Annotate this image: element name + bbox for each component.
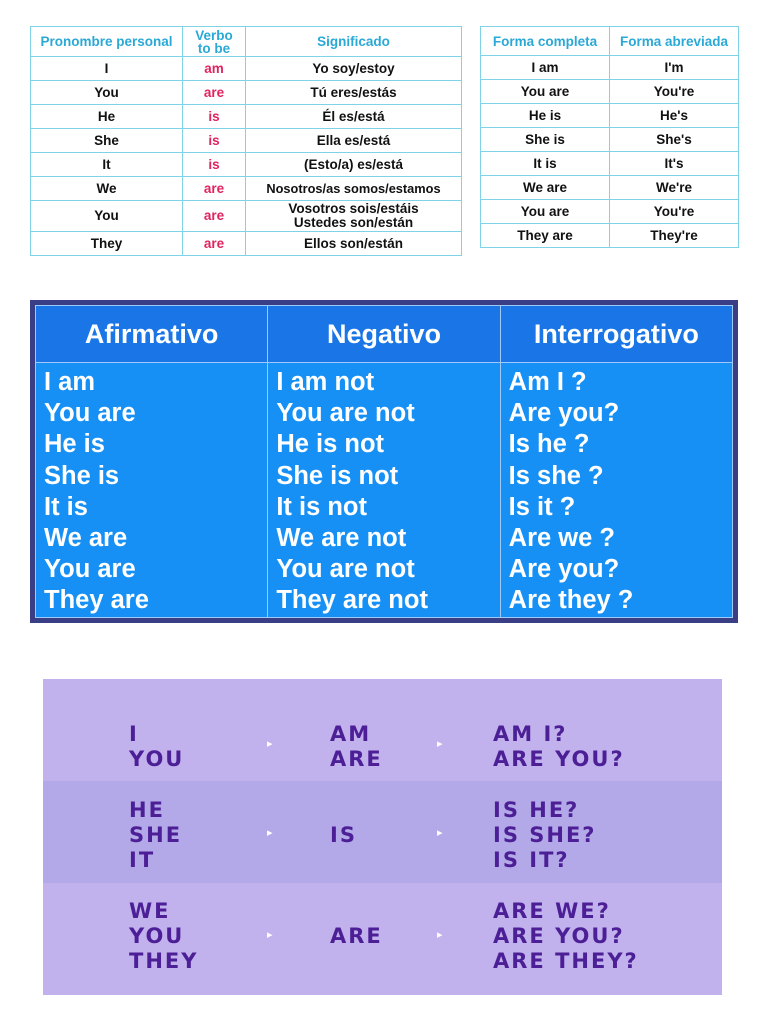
header-affirmative: Afirmativo <box>36 306 268 363</box>
list-item: I am <box>44 368 96 396</box>
list-item: He is <box>44 430 105 459</box>
list-item: Are we ? <box>508 524 615 553</box>
verb-cell: is <box>183 105 246 129</box>
table-row <box>481 128 739 152</box>
question: ARE WE? <box>493 899 611 923</box>
table-row <box>31 57 462 81</box>
meaning-cell: (Esto/a) es/está <box>246 153 462 177</box>
meaning-line: Vosotros sois/estáis <box>288 201 419 216</box>
pronoun: YOU <box>129 747 185 771</box>
short-form-cell: You're <box>610 80 739 104</box>
arrow-icon: ▸ <box>437 737 443 750</box>
pronoun-cell: It <box>31 153 183 177</box>
list-item: Is it ? <box>508 492 576 521</box>
short-form-cell: I'm <box>610 56 739 80</box>
short-form-cell: They're <box>610 224 739 248</box>
question-list <box>493 899 639 974</box>
full-form-cell: We are <box>481 176 610 200</box>
table-row <box>31 129 462 153</box>
question: ARE THEY? <box>493 949 639 973</box>
verb: ARE <box>330 747 383 771</box>
meaning-cell: Ella es/está <box>246 129 462 153</box>
list-item: You are not <box>276 555 415 584</box>
arrow-icon: ▸ <box>437 928 443 941</box>
pronoun-cell: He <box>31 105 183 129</box>
affirmative-column <box>36 363 268 618</box>
negative-column <box>268 363 500 618</box>
question-list <box>493 798 596 873</box>
header-pronoun: Pronombre personal <box>31 27 183 57</box>
meaning-cell: Tú eres/estás <box>246 81 462 105</box>
list-item: I am not <box>276 368 375 396</box>
table-row <box>31 153 462 177</box>
header-verb: Verbo to be <box>183 27 246 57</box>
pronoun: WE <box>129 899 171 923</box>
verb-cell: are <box>183 177 246 201</box>
list-item: They are not <box>276 586 428 615</box>
table-row <box>481 80 739 104</box>
list-item: Am I ? <box>508 368 587 396</box>
table-header-row <box>36 306 733 363</box>
pronoun: YOU <box>129 924 185 948</box>
meaning-cell: Él es/está <box>246 105 462 129</box>
verb: IS <box>330 823 357 847</box>
group-band <box>43 883 722 995</box>
pronoun: IT <box>129 848 156 872</box>
list-item: Are you? <box>508 399 620 428</box>
sentence-forms-table <box>35 305 733 618</box>
verb-cell: is <box>183 153 246 177</box>
list-item: Are they ? <box>508 586 634 615</box>
verb-list <box>330 823 357 848</box>
contractions-table <box>480 26 739 248</box>
pronoun-list <box>129 899 198 974</box>
list-item: We are <box>44 524 128 553</box>
verb-cell: are <box>183 232 246 256</box>
verb-cell: are <box>183 201 246 232</box>
list-item: Are you? <box>508 555 620 584</box>
table-row <box>31 81 462 105</box>
short-form-cell: You're <box>610 200 739 224</box>
group-band <box>43 679 722 781</box>
table-row <box>481 56 739 80</box>
table-row <box>481 200 739 224</box>
interrogative-column <box>500 363 732 618</box>
question: ARE YOU? <box>493 747 625 771</box>
full-form-cell: You are <box>481 80 610 104</box>
verb: AM <box>330 722 372 746</box>
header-meaning: Significado <box>246 27 462 57</box>
verb-cell: is <box>183 129 246 153</box>
question-list <box>493 722 625 772</box>
list-item: Is she ? <box>508 461 604 490</box>
meaning-cell <box>246 201 462 232</box>
question: IS HE? <box>493 798 580 822</box>
list-item: She is not <box>276 461 399 490</box>
arrow-icon: ▸ <box>267 737 273 750</box>
list-item: He is not <box>276 430 385 459</box>
verb-to-be-meaning-table <box>30 26 462 256</box>
pronoun: I <box>129 722 139 746</box>
arrow-icon: ▸ <box>267 826 273 839</box>
short-form-cell: It's <box>610 152 739 176</box>
group-band <box>43 781 722 883</box>
pronoun-list <box>129 798 182 873</box>
pronoun-cell: They <box>31 232 183 256</box>
pronoun-cell: You <box>31 81 183 105</box>
table-row <box>31 201 462 232</box>
header-interrogative: Interrogativo <box>500 306 732 363</box>
list-item: It is <box>44 492 88 521</box>
arrow-icon: ▸ <box>267 928 273 941</box>
table-header-row <box>481 27 739 56</box>
arrow-icon: ▸ <box>437 826 443 839</box>
table-row <box>31 105 462 129</box>
list-item: She is <box>44 461 120 490</box>
question-forms-chart <box>43 679 722 995</box>
full-form-cell: It is <box>481 152 610 176</box>
table-header-row <box>31 27 462 57</box>
verb-list <box>330 722 383 772</box>
full-form-cell: You are <box>481 200 610 224</box>
table-row <box>31 177 462 201</box>
full-form-cell: She is <box>481 128 610 152</box>
pronoun: HE <box>129 798 165 822</box>
list-item: We are not <box>276 524 407 553</box>
list-item: They are <box>44 586 149 615</box>
list-item: You are <box>44 555 136 584</box>
header-negative: Negativo <box>268 306 500 363</box>
pronoun-cell: We <box>31 177 183 201</box>
list-item: You are not <box>276 399 415 428</box>
question: AM I? <box>493 722 568 746</box>
list-item: It is not <box>276 492 367 521</box>
short-form-cell: We're <box>610 176 739 200</box>
table-row <box>31 232 462 256</box>
header-short-form: Forma abreviada <box>610 27 739 56</box>
table-row <box>36 363 733 618</box>
verb-cell: am <box>183 57 246 81</box>
list-item: You are <box>44 399 136 428</box>
pronoun-list <box>129 722 184 772</box>
meaning-cell: Yo soy/estoy <box>246 57 462 81</box>
pronoun-cell: She <box>31 129 183 153</box>
question: ARE YOU? <box>493 924 625 948</box>
full-form-cell: They are <box>481 224 610 248</box>
sentence-forms-panel <box>30 300 738 623</box>
full-form-cell: He is <box>481 104 610 128</box>
table-row <box>481 104 739 128</box>
question: IS IT? <box>493 848 570 872</box>
pronoun: SHE <box>129 823 183 847</box>
list-item: Is he ? <box>508 430 590 459</box>
full-form-cell: I am <box>481 56 610 80</box>
short-form-cell: He's <box>610 104 739 128</box>
verb-list <box>330 924 383 949</box>
pronoun-cell: You <box>31 201 183 232</box>
short-form-cell: She's <box>610 128 739 152</box>
verb: ARE <box>330 924 383 948</box>
table-row <box>481 176 739 200</box>
meaning-line: Ustedes son/están <box>293 215 414 230</box>
pronoun-cell: I <box>31 57 183 81</box>
meaning-cell: Nosotros/as somos/estamos <box>246 177 462 201</box>
meaning-cell: Ellos son/están <box>246 232 462 256</box>
verb-cell: are <box>183 81 246 105</box>
pronoun: THEY <box>129 949 199 973</box>
table-row <box>481 152 739 176</box>
header-full-form: Forma completa <box>481 27 610 56</box>
question: IS SHE? <box>493 823 597 847</box>
table-row <box>481 224 739 248</box>
